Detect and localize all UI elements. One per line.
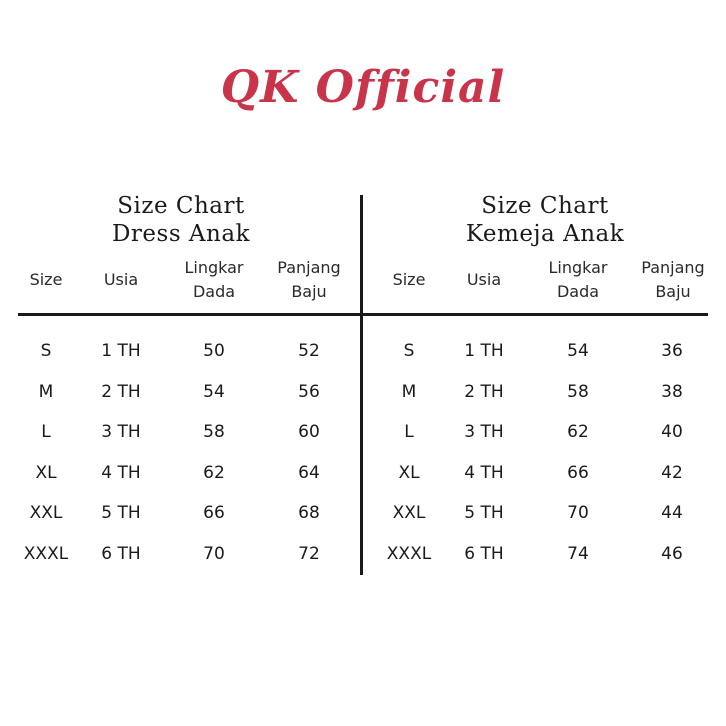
cell-usia: 1 TH [101,341,141,361]
cell-lingkar: 58 [567,382,589,402]
cell-panjang: 72 [298,544,320,564]
cell-panjang: 64 [298,463,320,483]
cell-usia: 4 TH [101,463,141,483]
header-line: Panjang [641,258,705,277]
cell-size: XXL [392,503,426,523]
cell-size: M [401,382,417,402]
header-panjang-baju [627,256,719,304]
header-divider [18,313,708,316]
header-lingkar-dada [170,256,258,304]
cell-size: XXXL [23,544,69,564]
header-line: Dada [192,282,236,301]
cell-size: XXXL [386,544,432,564]
header-line: Dada [556,282,600,301]
cell-lingkar: 66 [567,463,589,483]
cell-size: XXL [29,503,63,523]
title-line: Size Chart [481,193,609,219]
cell-usia: 2 TH [464,382,504,402]
cell-lingkar: 58 [203,422,225,442]
cell-lingkar: 70 [567,503,589,523]
cell-usia: 3 TH [101,422,141,442]
title-line: Kemeja Anak [465,221,625,247]
header-size: Size [29,270,63,289]
cell-usia: 5 TH [101,503,141,523]
cell-lingkar: 70 [203,544,225,564]
cell-panjang: 38 [661,382,683,402]
title-line: Dress Anak [111,221,251,247]
cell-size: M [38,382,54,402]
title-line: Size Chart [117,193,245,219]
cell-size: L [404,422,414,442]
header-usia: Usia [466,270,502,289]
cell-size: XL [398,463,420,483]
cell-panjang: 56 [298,382,320,402]
cell-usia: 6 TH [101,544,141,564]
cell-size: L [41,422,51,442]
cell-usia: 4 TH [464,463,504,483]
cell-lingkar: 74 [567,544,589,564]
header-line: Baju [655,282,691,301]
cell-panjang: 52 [298,341,320,361]
cell-lingkar: 54 [203,382,225,402]
cell-panjang: 40 [661,422,683,442]
cell-size: S [40,341,52,361]
cell-panjang: 68 [298,503,320,523]
size-chart-title-kemeja [382,192,708,248]
cell-size: XL [35,463,57,483]
cell-size: S [403,341,415,361]
cell-panjang: 42 [661,463,683,483]
size-chart-title-dress [18,192,344,248]
header-lingkar-dada [534,256,622,304]
cell-lingkar: 50 [203,341,225,361]
cell-lingkar: 54 [567,341,589,361]
cell-usia: 3 TH [464,422,504,442]
cell-panjang: 60 [298,422,320,442]
cell-panjang: 36 [661,341,683,361]
header-line: Panjang [277,258,341,277]
table-divider [360,195,363,575]
header-usia: Usia [103,270,139,289]
brand-logo: QK Official [220,62,506,113]
cell-usia: 6 TH [464,544,504,564]
header-line: Baju [291,282,327,301]
cell-lingkar: 62 [567,422,589,442]
header-size: Size [392,270,426,289]
cell-panjang: 44 [661,503,683,523]
cell-usia: 5 TH [464,503,504,523]
cell-usia: 1 TH [464,341,504,361]
header-panjang-baju [264,256,354,304]
cell-lingkar: 66 [203,503,225,523]
header-line: Lingkar [184,258,244,277]
cell-panjang: 46 [661,544,683,564]
cell-usia: 2 TH [101,382,141,402]
cell-lingkar: 62 [203,463,225,483]
header-line: Lingkar [548,258,608,277]
